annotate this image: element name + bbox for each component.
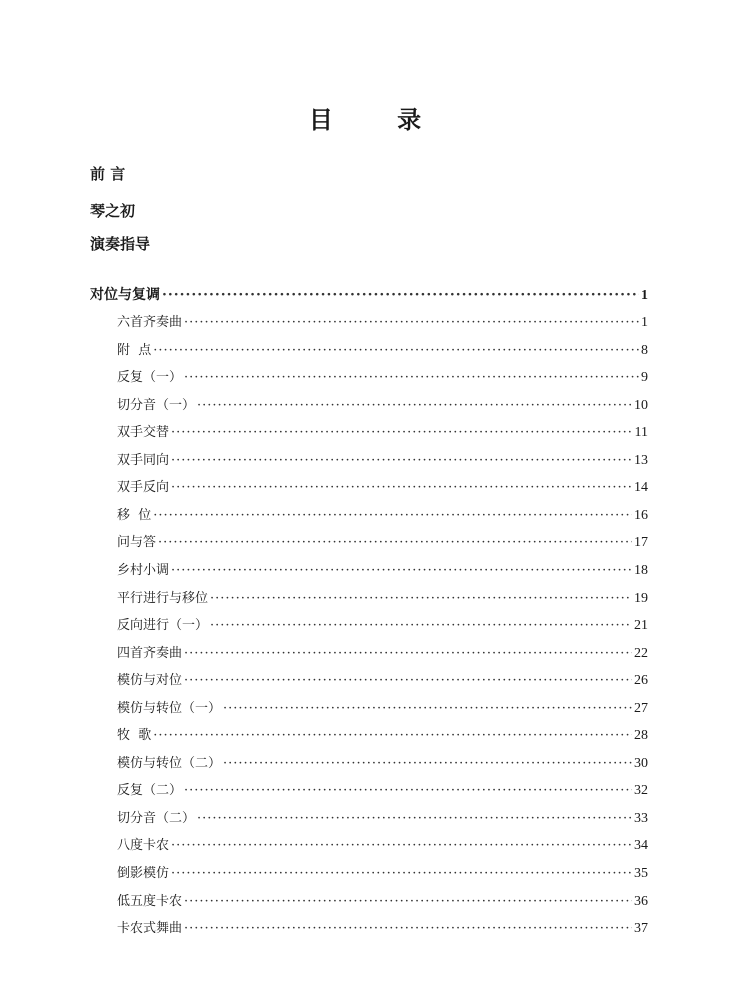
dot-leader [184, 673, 632, 688]
toc-entry-label: 双手反向 [117, 480, 170, 496]
toc-entry[interactable] [117, 476, 648, 496]
toc-entry[interactable] [117, 394, 648, 414]
toc-section-page: 1 [641, 288, 648, 303]
toc-entry[interactable] [117, 642, 648, 662]
toc-entry-page: 34 [634, 838, 648, 854]
toc-entry-page: 14 [634, 480, 648, 496]
toc-entry-label: 八度卡农 [117, 838, 170, 854]
toc-entry-label: 六首齐奏曲 [117, 315, 183, 330]
toc-entry-label: 反复（一） [117, 370, 183, 386]
toc-entry[interactable] [117, 807, 648, 827]
toc-entry-page: 11 [634, 425, 648, 441]
dot-leader [153, 728, 632, 743]
toc-entry-label: 牧 歌 [117, 728, 152, 744]
toc-entry-page: 30 [634, 755, 648, 771]
dot-leader [184, 370, 639, 385]
toc-entry-label: 反复（二） [117, 783, 183, 799]
dot-leader [171, 838, 632, 853]
toc-entry-page: 17 [634, 535, 648, 551]
dot-leader [184, 646, 632, 661]
toc-entry-label: 双手交替 [117, 425, 170, 441]
toc-entry[interactable] [117, 669, 648, 689]
dot-leader [153, 508, 632, 523]
toc-entry[interactable] [117, 559, 648, 579]
toc-entry-label: 问与答 [117, 535, 157, 551]
dot-leader [162, 287, 639, 303]
toc-entry-label: 低五度卡农 [117, 893, 183, 909]
toc-entry-page: 35 [634, 866, 648, 881]
dot-leader [153, 343, 639, 358]
dot-leader [197, 398, 632, 413]
dot-leader [184, 783, 632, 798]
toc-entry-label: 附 点 [117, 342, 152, 358]
toc-entry-label: 双手同向 [117, 452, 170, 468]
toc-entry-label: 移 位 [117, 507, 152, 523]
toc-entry-page: 8 [641, 342, 648, 358]
toc-entry[interactable] [117, 697, 648, 717]
toc-entry-page: 22 [634, 645, 648, 661]
toc-entry-page: 9 [641, 370, 648, 386]
toc-entry-label: 四首齐奏曲 [117, 645, 183, 661]
dot-leader [210, 591, 632, 606]
toc-entry-page: 28 [634, 728, 648, 744]
toc-entry[interactable] [117, 752, 648, 772]
toc-entry-page: 13 [634, 452, 648, 468]
toc-entry[interactable] [117, 834, 648, 854]
toc-entry-page: 21 [634, 618, 648, 634]
toc-entry[interactable] [117, 366, 648, 386]
toc-entry-label: 反向进行（一） [117, 618, 209, 634]
toc-entry-label: 模仿与转位（二） [117, 755, 222, 771]
toc-entry-label: 平行进行与移位 [117, 590, 209, 606]
toc-entry[interactable] [117, 862, 648, 882]
toc-entry-page: 16 [634, 507, 648, 523]
dot-leader [171, 425, 633, 440]
toc-entry-page: 32 [634, 783, 648, 799]
front-item-guide[interactable]: 演奏指导 [90, 235, 151, 253]
toc-entry-page: 18 [634, 562, 648, 578]
dot-leader [171, 480, 632, 495]
toc-entry[interactable] [117, 917, 648, 937]
toc-entry[interactable] [117, 421, 648, 441]
toc-entry-label: 切分音（一） [117, 397, 196, 413]
toc-entry[interactable] [117, 311, 648, 331]
toc-section-label: 对位与复调 [90, 287, 160, 303]
front-item-intro[interactable]: 琴之初 [90, 202, 136, 220]
toc-entry-page: 27 [634, 700, 648, 716]
dot-leader [197, 811, 632, 826]
dot-leader [184, 315, 639, 330]
dot-leader [223, 701, 632, 716]
page-title: 目 录 [308, 106, 450, 134]
toc-entry[interactable] [117, 614, 648, 634]
toc-entry-page: 26 [634, 673, 648, 689]
toc-entry[interactable] [117, 890, 648, 910]
toc-entry-page: 33 [634, 810, 648, 826]
toc-entry[interactable] [117, 779, 648, 799]
dot-leader [158, 535, 632, 550]
toc-entry-page: 37 [634, 921, 648, 937]
toc-entry-page: 36 [634, 893, 648, 909]
dot-leader [184, 894, 632, 909]
toc-entry[interactable] [117, 504, 648, 524]
toc-entry-label: 倒影模仿 [117, 866, 170, 881]
dot-leader [223, 756, 632, 771]
toc-entry-label: 乡村小调 [117, 562, 170, 578]
dot-leader [171, 563, 632, 578]
front-item-preface[interactable]: 前 言 [90, 165, 126, 183]
toc-entry-label: 卡农式舞曲 [117, 921, 183, 937]
toc-entry[interactable] [117, 449, 648, 469]
toc-entry[interactable] [117, 587, 648, 607]
dot-leader [184, 921, 632, 936]
toc-section[interactable] [90, 284, 648, 304]
toc-entry-page: 19 [634, 590, 648, 606]
dot-leader [210, 618, 632, 633]
toc-entry-page: 10 [634, 397, 648, 413]
toc-entry-label: 模仿与对位 [117, 673, 183, 689]
toc-entry-page: 1 [641, 315, 648, 330]
toc-entry[interactable] [117, 724, 648, 744]
dot-leader [171, 453, 632, 468]
toc-entry[interactable] [117, 531, 648, 551]
dot-leader [171, 866, 632, 881]
toc-entry-label: 模仿与转位（一） [117, 700, 222, 716]
toc-entry[interactable] [117, 339, 648, 359]
toc-entry-label: 切分音（二） [117, 810, 196, 826]
